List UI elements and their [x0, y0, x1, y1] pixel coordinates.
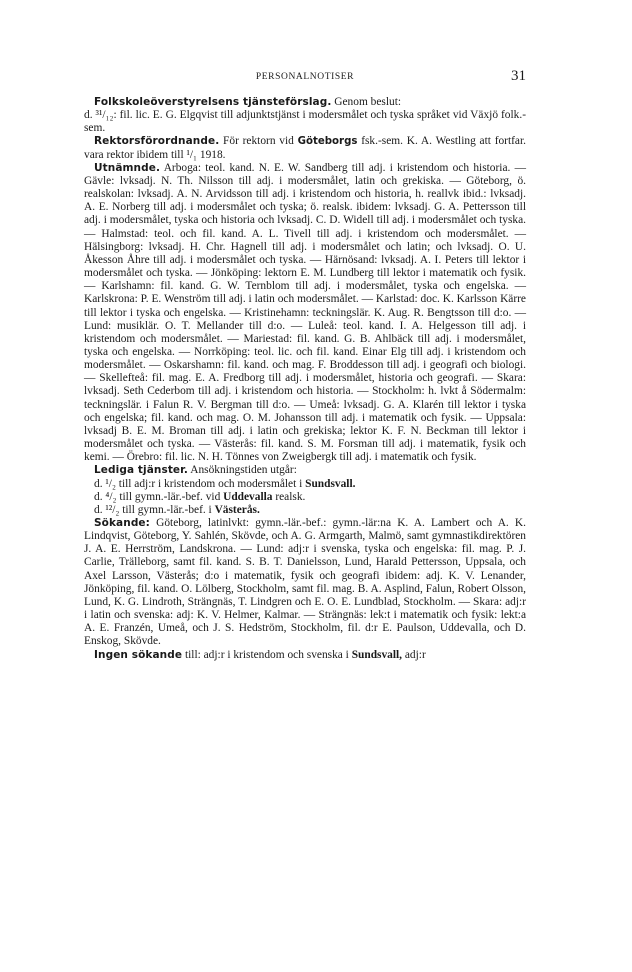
rektor-place: Göteborgs	[297, 136, 358, 148]
rektor-text-a: För rektorn vid	[219, 135, 298, 148]
ingen-place: Sundsvall,	[351, 648, 403, 661]
rektor-text-b: fsk.-sem. K. A. Westling att fortfar. vara rektor ibidem till ¹/₁ 1918.	[84, 135, 527, 161]
lediga-paragraph	[84, 464, 526, 477]
sokande-paragraph	[84, 517, 526, 649]
lediga-item	[84, 504, 526, 517]
rektor-paragraph	[84, 135, 526, 161]
lediga-item-text: d. ¹/₂ till adj:r i kristendom och modersmålet i	[94, 477, 306, 490]
beslut-paragraph	[84, 96, 526, 135]
lediga-item-place: Västerås.	[214, 503, 260, 516]
running-head	[84, 68, 526, 90]
sokande-heading: Sökande:	[94, 517, 150, 529]
article-body	[84, 96, 526, 662]
ingen-paragraph	[84, 649, 526, 662]
lediga-item-place: Uddevalla	[223, 490, 273, 503]
beslut-heading: Folkskoleöverstyrelsens tjänsteförslag.	[94, 96, 332, 108]
header-title: PERSONALNOTISER	[255, 72, 355, 82]
lediga-item-text: d. ⁴/₂ till gymn.-lär.-bef. vid	[94, 490, 224, 503]
lediga-item-place: Sundsvall.	[305, 477, 356, 490]
sokande-text: Göteborg, latinlvkt: gymn.-lär.-bef.: gymn.-lär:na K. A. Lambert och A. K. Lindqvist, Göteborg, Y. Sahlén, Skövde, och A. G. Armgarth, Malmö, samt gymnastikdirektören J. A. E. Herrström, Landskrona. — Lund: adj:r i svenska, tyska och engelska: fil. mag. P. J. Carlie, Trälleborg, samt fil. kand. S. B. T. Danielsson, Lund, Harald Pettersson, Uppsala, och Axel Larsson, Västerås; d:o i matematik, fysik och geografi ibidem: adj. K. V. Lenander, Jönköping, fil. kand. O. Lölberg, Stockholm, samt fil. mag. B. A. Asplind, Falun, Robert Olsson, Lund, K. G. Lindroth, Strängnäs, T. Lindgren och E. O. E. Lundblad, Stockholm. — Skara: adj:r i latin och svenska: adj: K. V. Helmer, Kalmar. — Strängnäs: lek:t i matematik och fysik: lekt:a A. E. Franzén, Umeå, och J. S. Hedström, Stockholm, fil. d:r E. Paulson, Uddevalla, och D. Enskog, Skövde.	[84, 517, 526, 648]
beslut-lead: Genom beslut:	[331, 96, 402, 108]
ingen-tail: adj:r	[402, 648, 426, 661]
utnamnde-heading: Utnämnde.	[94, 161, 161, 174]
rektor-heading: Rektorsförordnande.	[94, 135, 220, 148]
page-number: 31	[511, 68, 526, 84]
lediga-item-tail: realsk.	[272, 490, 306, 503]
lediga-item-text: d. ¹²/₂ till gymn.-lär.-bef. i	[94, 503, 215, 516]
journal-page	[84, 68, 526, 662]
lediga-item	[84, 478, 526, 491]
beslut-text: d. ³¹/₁₂: fil. lic. E. G. Elgqvist till adjunktstjänst i modersmålet och tyska språket vid Växjö folk.-sem.	[84, 109, 526, 135]
lediga-lead: Ansökningstiden utgår:	[188, 464, 297, 477]
lediga-heading: Lediga tjänster.	[94, 464, 189, 477]
utnamnde-paragraph	[84, 162, 526, 465]
ingen-text: till: adj:r i kristendom och svenska i	[182, 648, 352, 661]
ingen-heading: Ingen sökande	[94, 648, 183, 661]
lediga-item	[84, 491, 526, 504]
utnamnde-text: Arboga: teol. kand. N. E. W. Sandberg till adj. i kristendom och historia. — Gävle: lvksadj. N. Th. Nilsson till adj. i modersmålet, latin och grekiska. — Göteborg, ö. realskolan: lvksadj. A. N. Arvidsson till adj. i kristendom och historia, h. reallvk ibid.: lvksadj. A. E. Norberg till adj. i modersmålet och tyska; ö. realsk. ibidem: lvksadj. G. A. Pettersson till adj. i modersmålet, tyska och historia och lvksadj. C. D. Widell till adj. i modersmålet och tyska. — Halmstad: teol. och fil. kand. A. L. Tivell till adj. i kristendom och modersmålet. — Hälsingborg: lvksadj. H. Chr. Hagnell till adj. i modersmålet och latin; och lvksadj. O. U. Åkesson Åhre till adj. i modersmålet och tyska. — Härnösand: lvksadj. A. I. Peters till lektor i modersmålet och tyska. — Jönköping: lektorn E. M. Lundberg till lektor i matematik och fysik. — Karlshamn: fil. kand. G. W. Ternblom till adj. i modersmålet, tyska och engelska. — Karlskrona: P. E. Wenström till adj. i latin och modersmålet. — Karlstad: doc. K. Karlsson Kärre till lektor i tyska och engelska. — Kristinehamn: teckningslär. K. Aug. R. Bengtsson till d:o. — Lund: musiklär. O. T. Mellander till d:o. — Luleå: teol. kand. I. A. Helgesson till adj. i kristendom och modersmålet. — Mariestad: fil. kand. G. B. Ahlbäck till adj. i modersmålet, tyska och engelska. — Norrköping: teol. lic. och fil. kand. Einar Elg till adj. i kristendom och modersmålet. — Oskarshamn: fil. kand. och mag. F. Broddesson till adj. i geografi och biologi. — Skellefteå: fil. mag. E. A. Fredborg till adj. i modersmålet, historia och geografi. — Skara: lvksadj. Seth Cederbom till adj. i kristendom och historia. — Stockholm: h. lvkt å Södermalm: teckningslär. i Falun R. V. Bergman till d:o. — Umeå: lvksadj. G. A. Klarén till lektor i tyska och engelska; fil. kand. och mag. O. M. Johansson till adj. i matematik och fysik. — Uppsala: lvksadj B. E. M. Broman till adj. i latin och grekiska; lektor K. F. N. Beckman till lektor i modersmålet och tyska. — Västerås: fil. kand. S. M. Forsman till adj. i matematik, fysik och kemi. — Örebro: fil. lic. N. H. Tönnes von Zweigbergk till adj. i matematik och fysik.	[84, 161, 527, 464]
